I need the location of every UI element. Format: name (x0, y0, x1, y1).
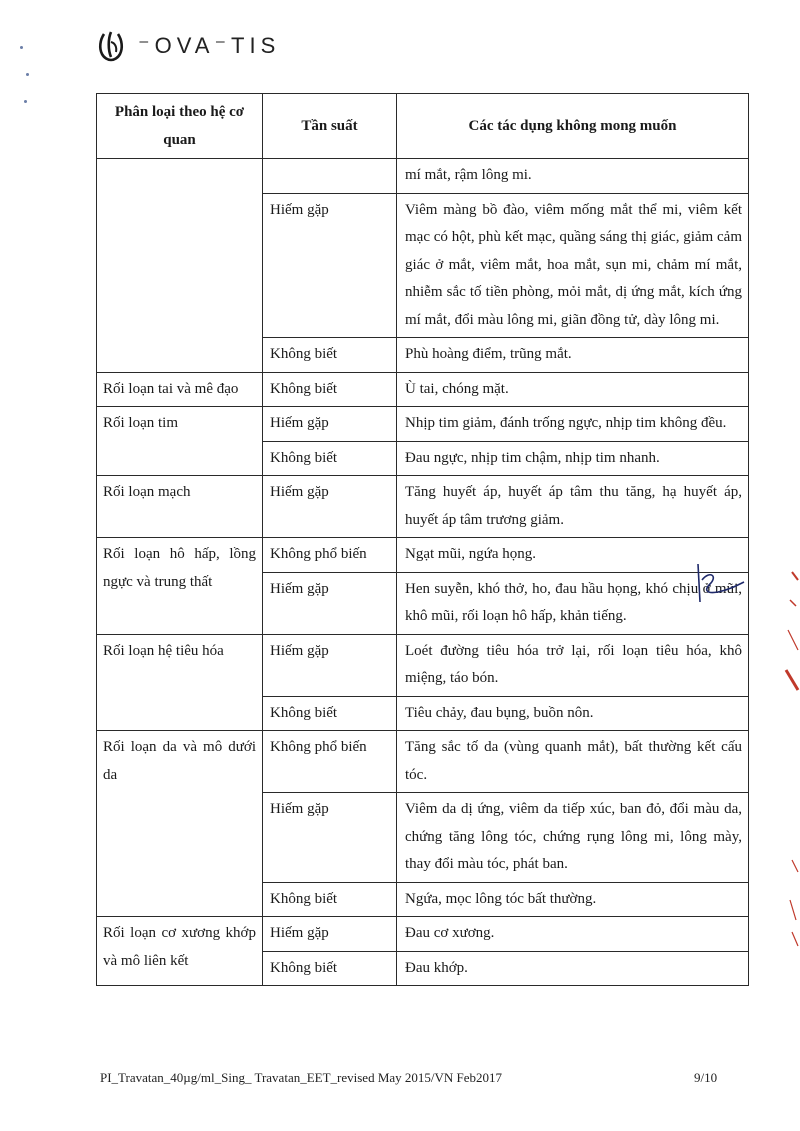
frequency-cell: Không phổ biến (263, 731, 397, 793)
effect-cell: Ngứa, mọc lông tóc bất thường. (397, 882, 749, 917)
effect-cell: Hen suyễn, khó thở, ho, đau hầu họng, khó chịu ở mũi, khô mũi, rối loạn hô hấp, khản tiếng. (397, 572, 749, 634)
effect-cell: Ù tai, chóng mặt. (397, 372, 749, 407)
scan-dot (24, 100, 27, 103)
frequency-cell: Hiếm gặp (263, 917, 397, 952)
effect-cell: Nhịp tim giảm, đánh trống ngực, nhịp tim không đều. (397, 407, 749, 442)
organ-cell: Rối loạn tai và mê đạo (97, 372, 263, 407)
frequency-cell: Không biết (263, 372, 397, 407)
table-row (97, 538, 749, 573)
frequency-cell: Không biết (263, 882, 397, 917)
frequency-cell: Không phổ biến (263, 538, 397, 573)
frequency-cell: Hiếm gặp (263, 407, 397, 442)
frequency-cell: Không biết (263, 441, 397, 476)
scan-dot (20, 46, 23, 49)
frequency-cell: Hiếm gặp (263, 193, 397, 338)
organ-cell: Rối loạn hô hấp, lồng ngực và trung thất (97, 538, 263, 635)
frequency-cell (263, 159, 397, 194)
table-row (97, 407, 749, 442)
scan-dot (26, 73, 29, 76)
organ-cell: Rối loạn mạch (97, 476, 263, 538)
organ-cell: Rối loạn tim (97, 407, 263, 476)
logo-flame-icon (96, 30, 126, 62)
organ-cell: Rối loạn cơ xương khớp và mô liên kết (97, 917, 263, 986)
frequency-cell: Không biết (263, 696, 397, 731)
company-logo (96, 28, 280, 64)
table-row (97, 634, 749, 696)
organ-cell (97, 159, 263, 373)
effect-cell: Tiêu chảy, đau bụng, buồn nôn. (397, 696, 749, 731)
organ-cell: Rối loạn da và mô dưới da (97, 731, 263, 917)
table-row (97, 476, 749, 538)
frequency-cell: Hiếm gặp (263, 476, 397, 538)
logo-text: ⁻OVA⁻TIS (138, 33, 281, 58)
organ-cell: Rối loạn hệ tiêu hóa (97, 634, 263, 731)
effect-cell: Đau khớp. (397, 951, 749, 986)
effect-cell: Tăng huyết áp, huyết áp tâm thu tăng, hạ huyết áp, huyết áp tâm trương giảm. (397, 476, 749, 538)
table-row (97, 159, 749, 194)
effect-cell: Ngạt mũi, ngứa họng. (397, 538, 749, 573)
adverse-effects-table (96, 93, 749, 986)
stamp-fragment (784, 560, 800, 960)
effect-cell: Viêm da dị ứng, viêm da tiếp xúc, ban đỏ, đổi màu da, chứng tăng lông tóc, chứng rụng lông mi, lông mày, thay đổi màu tóc, phát ban. (397, 793, 749, 883)
handwritten-initial-mark (688, 562, 748, 610)
table-row (97, 917, 749, 952)
document-reference: PI_Travatan_40µg/ml_Sing_ Travatan_EET_revised May 2015/VN Feb2017 (100, 1070, 503, 1085)
effect-cell: Tăng sắc tố da (vùng quanh mắt), bất thường kết cấu tóc. (397, 731, 749, 793)
frequency-cell: Hiếm gặp (263, 634, 397, 696)
effect-cell: Đau ngực, nhịp tim chậm, nhịp tim nhanh. (397, 441, 749, 476)
header-adverse-effects: Các tác dụng không mong muốn (397, 94, 749, 159)
effect-cell: Phù hoàng điểm, trũng mắt. (397, 338, 749, 373)
table-row (97, 372, 749, 407)
effect-cell: Đau cơ xương. (397, 917, 749, 952)
effect-cell: Loét đường tiêu hóa trở lại, rối loạn tiêu hóa, khô miệng, táo bón. (397, 634, 749, 696)
frequency-cell: Hiếm gặp (263, 793, 397, 883)
frequency-cell: Không biết (263, 338, 397, 373)
effect-cell: mí mắt, rậm lông mi. (397, 159, 749, 194)
table-header-row (97, 94, 749, 159)
frequency-cell: Hiếm gặp (263, 572, 397, 634)
effect-cell: Viêm màng bồ đào, viêm mống mắt thể mi, viêm kết mạc có hột, phù kết mạc, quầng sáng thị giác, giảm cảm giác ở mắt, viêm mắt, hoa mắt, sụn mi, chảm mí mắt, nhiễm sắc tố tiền phòng, mỏi mắt, dị ứng mắt, kích ứng mí mắt, đổi màu lông mi, giãn đồng tử, dày lông mi. (397, 193, 749, 338)
header-organ-class: Phân loại theo hệ cơ quan (97, 94, 263, 159)
header-frequency: Tần suất (263, 94, 397, 159)
page-number: 9/10 (694, 1070, 718, 1085)
table-row (97, 731, 749, 793)
frequency-cell: Không biết (263, 951, 397, 986)
